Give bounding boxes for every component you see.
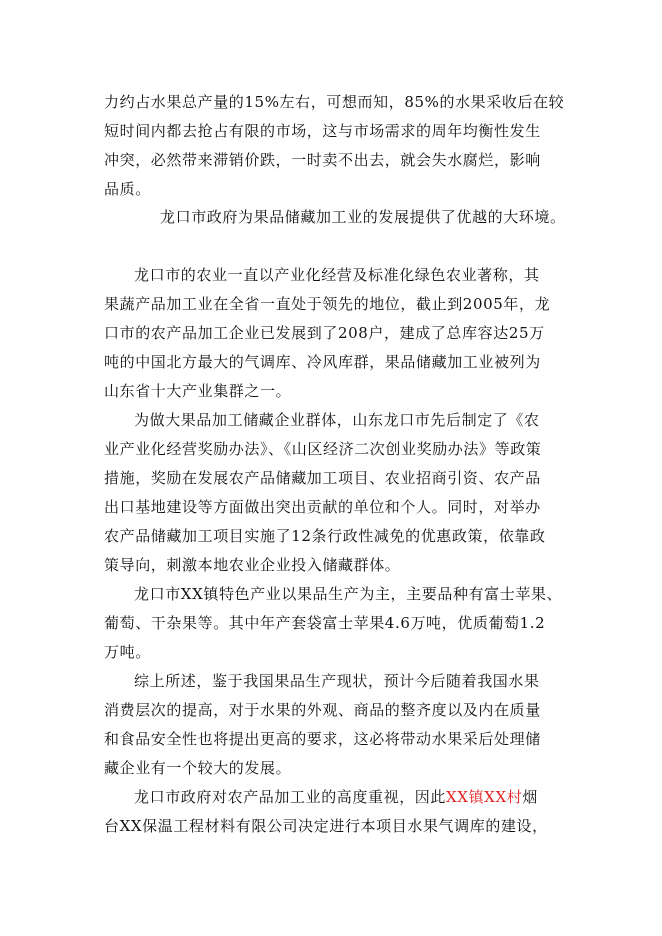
- paragraph-3-line-3: 措施，奖励在发展农产品储藏加工项目、农业招商引资、农产品: [104, 469, 541, 487]
- paragraph-2-line-4: 吨的中国北方最大的气调库、冷风库群，果品储藏加工业被列为: [104, 353, 541, 371]
- paragraph-3-line-2: 业产业化经营奖励办法》、《山区经济二次创业奖励办法》等政策: [104, 440, 542, 458]
- paragraph-4-line-3: 万吨。: [104, 643, 151, 661]
- paragraph-5-line-1: 综上所述，鉴于我国果品生产现状，预计今后随着我国水果: [134, 672, 540, 690]
- paragraph-3-line-4: 出口基地建设等方面做出突出贡献的单位和个人。同时，对举办: [104, 498, 541, 516]
- paragraph-2-line-5: 山东省十大产业集群之一。: [104, 382, 292, 400]
- paragraph-5-line-4: 藏企业有一个较大的发展。: [104, 759, 292, 777]
- paragraph-4-line-1: 龙口市XX镇特色产业以果品生产为主，主要品种有富士苹果、: [134, 585, 563, 603]
- paragraph-2-line-3: 口市的农产品加工企业已发展到了208户，建成了总库容达25万: [104, 324, 545, 342]
- paragraph-1-line-1: 力约占水果总产量的15%左右，可想而知，85%的水果采收后在较: [104, 93, 565, 111]
- paragraph-1-line-2: 短时间内都去抢占有限的市场，这与市场需求的周年均衡性发生: [104, 122, 541, 140]
- paragraph-1-line-4: 品质。: [104, 180, 151, 198]
- paragraph-5-line-3: 和食品安全性也将提出更高的要求，这必将带动水果采后处理储: [104, 730, 541, 748]
- paragraph-3-line-6: 策导向，刺激本地农业企业投入储藏群体。: [104, 556, 401, 574]
- environment-statement: 龙口市政府为果品储藏加工业的发展提供了优越的大环境。: [160, 208, 566, 226]
- paragraph-3-line-1: 为做大果品加工储藏企业群体，山东龙口市先后制定了《农: [134, 411, 540, 429]
- paragraph-2-line-1: 龙口市的农业一直以产业化经营及标准化绿色农业著称，其: [134, 266, 540, 284]
- paragraph-6-line-2: 台XX保温工程材料有限公司决定进行本项目水果气调库的建设，: [104, 817, 548, 835]
- paragraph-6-line-1-suffix: 烟: [522, 788, 538, 806]
- paragraph-3-line-5: 农产品储藏加工项目实施了12条行政性减免的优惠政策，依靠政: [104, 527, 546, 545]
- paragraph-6-line-1: [134, 787, 538, 807]
- paragraph-4-line-2: 葡萄、干杂果等。其中年产套袋富士苹果4.6万吨，优质葡萄1.2: [104, 614, 546, 632]
- paragraph-1-line-3: 冲突，必然带来滞销价跌，一时卖不出去，就会失水腐烂，影响: [104, 151, 541, 169]
- paragraph-2-line-2: 果蔬产品加工业在全省一直处于领先的地位，截止到2005年，龙: [104, 295, 551, 313]
- paragraph-6-line-1-prefix: 龙口市政府对农产品加工业的高度重视，因此: [134, 788, 447, 806]
- highlighted-location: XX镇XX村: [446, 788, 523, 806]
- paragraph-5-line-2: 消费层次的提高，对于水果的外观、商品的整齐度以及内在质量: [104, 701, 541, 719]
